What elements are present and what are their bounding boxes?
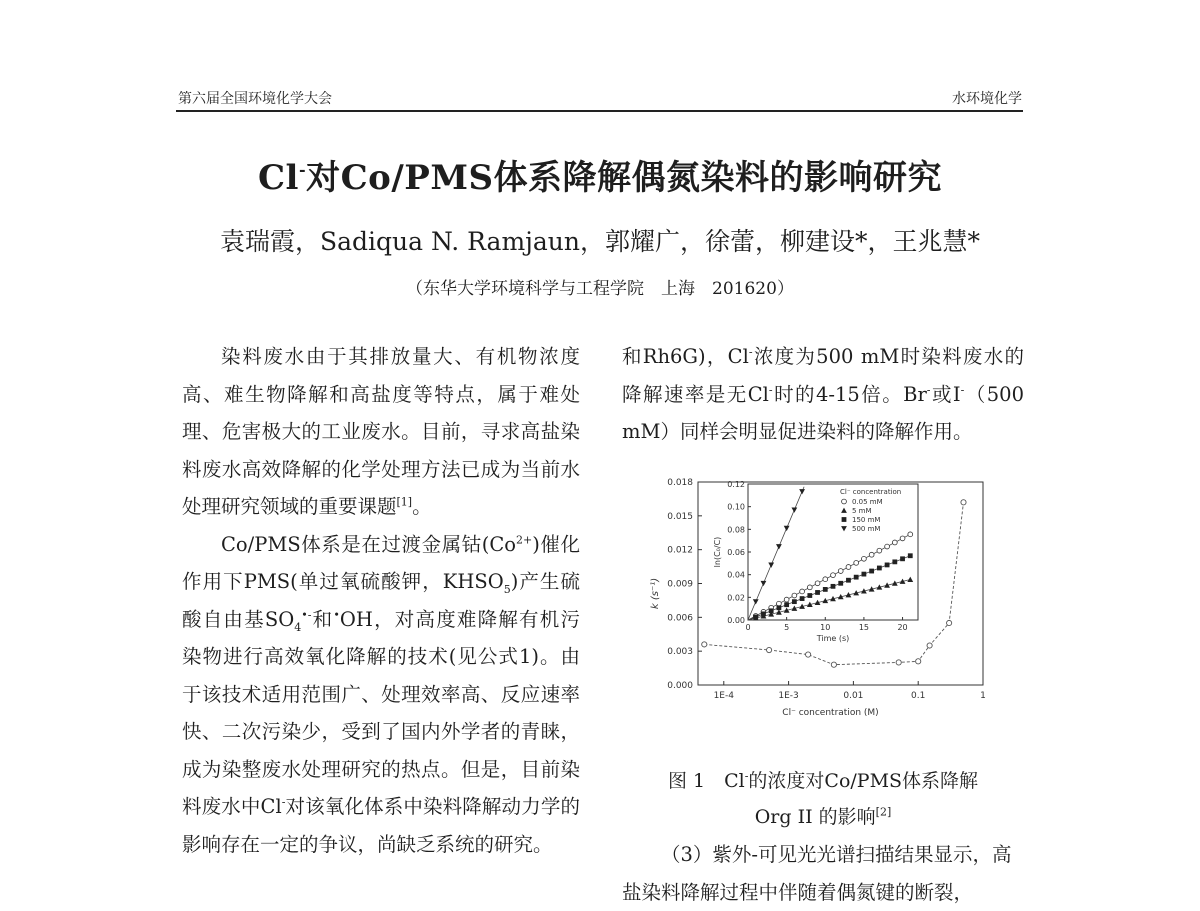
figure-caption-line2 bbox=[622, 802, 1024, 829]
inset-data-point bbox=[784, 597, 789, 602]
k-data-point bbox=[927, 643, 932, 648]
cap-sup: - bbox=[744, 769, 749, 783]
inset-data-point bbox=[892, 540, 897, 545]
legend-title: Cl⁻ concentration bbox=[840, 488, 902, 496]
legend-entry: 500 mM bbox=[852, 525, 881, 533]
inset-data-point bbox=[838, 581, 843, 586]
inset-y-tick-label: 0.06 bbox=[727, 548, 745, 557]
p2-c: )产生硫酸自由基SO bbox=[182, 570, 580, 631]
inset-data-point bbox=[761, 611, 766, 616]
y-tick-label: 0.012 bbox=[667, 545, 693, 556]
inset-y-tick-label: 0.12 bbox=[727, 480, 745, 489]
inset-y-tick-label: 0.04 bbox=[727, 570, 745, 580]
y-tick-label: 0.009 bbox=[667, 579, 693, 590]
legend-marker bbox=[842, 517, 847, 522]
inset-data-point bbox=[869, 569, 874, 574]
title-sup: - bbox=[298, 160, 307, 179]
x-tick-label: 1E-4 bbox=[713, 691, 734, 701]
p2-sup-cl: - bbox=[281, 795, 286, 809]
figure-caption-line1 bbox=[622, 766, 1024, 793]
k-data-point bbox=[916, 659, 921, 664]
x-axis-label: Cl⁻ concentration (M) bbox=[782, 708, 879, 718]
rp-c: 时的4-15倍。Br bbox=[772, 382, 927, 406]
p2-sub-5: 5 bbox=[503, 582, 511, 596]
inset-data-point bbox=[877, 548, 882, 553]
inset-data-point bbox=[854, 560, 859, 565]
p2-sup-rad: •- bbox=[301, 608, 312, 621]
k-data-point bbox=[805, 652, 810, 657]
inset-data-point bbox=[784, 602, 789, 607]
inset-x-axis-label: Time (s) bbox=[816, 634, 850, 643]
inset-data-point bbox=[769, 608, 774, 613]
p2-d: 和 bbox=[311, 607, 334, 631]
y-tick-label: 0.003 bbox=[667, 647, 693, 658]
citation-2: [2] bbox=[875, 805, 892, 819]
inset-data-point bbox=[815, 581, 820, 586]
cap-a: 图 1 Cl bbox=[667, 770, 745, 792]
paragraph-1 bbox=[182, 338, 580, 526]
x-tick-label: 0.1 bbox=[911, 691, 926, 701]
header-rule bbox=[176, 110, 1023, 112]
paper-title bbox=[0, 150, 1200, 199]
rp-e: （500 mM）同样会明显促进染料的降解作用。 bbox=[622, 382, 1024, 443]
p2-sub-4: 4 bbox=[294, 620, 302, 634]
paragraph-2 bbox=[182, 526, 580, 864]
inset-data-point bbox=[823, 577, 828, 582]
p2-f: 对该氧化体系中染料降解动力学的影响存在一定的争议，尚缺乏系统的研究。 bbox=[182, 795, 580, 856]
inset-data-point bbox=[908, 553, 913, 558]
p2-sup-oh: • bbox=[333, 608, 340, 621]
running-header-right: 水环境化学 bbox=[952, 91, 1022, 107]
author-list: 袁瑞霞，Sadiqua N. Ramjaun，郭耀广，徐蕾，柳建设*，王兆慧* bbox=[219, 227, 981, 256]
cap2-a: Org II 的影响 bbox=[754, 806, 876, 828]
rp-sup4: - bbox=[960, 383, 965, 396]
inset-data-point bbox=[792, 599, 797, 604]
legend-entry: 5 mM bbox=[852, 507, 872, 515]
legend-marker bbox=[842, 499, 847, 504]
rp-sup1: - bbox=[748, 345, 753, 359]
inset-data-point bbox=[900, 556, 905, 561]
k-data-point bbox=[896, 660, 901, 665]
p2-b: )催化作用下PMS(单过氧硫酸钾，KHSO bbox=[182, 532, 580, 593]
inset-y-axis-label: ln(C₀/C) bbox=[713, 536, 722, 568]
x-tick-label: 0.01 bbox=[843, 691, 864, 701]
inset-data-point bbox=[846, 565, 851, 570]
y-tick-label: 0.015 bbox=[667, 511, 693, 522]
title-rest: 对Co/PMS体系降解偶氮染料的影响研究 bbox=[306, 158, 943, 198]
p2-a: Co/PMS体系是在过渡金属钴(Co bbox=[221, 532, 517, 556]
inset-data-point bbox=[753, 615, 758, 620]
inset-y-tick-label: 0.10 bbox=[727, 502, 745, 512]
right-paragraph bbox=[622, 338, 1024, 451]
legend-entry: 150 mM bbox=[852, 516, 881, 524]
right-column bbox=[622, 338, 1024, 451]
inset-data-point bbox=[831, 573, 836, 578]
inset-data-point bbox=[862, 556, 867, 561]
k-data-point bbox=[831, 662, 836, 667]
left-column bbox=[182, 338, 580, 863]
p1-end: 。 bbox=[412, 495, 432, 518]
inset-data-point bbox=[854, 575, 859, 580]
cap-b: 的浓度对Co/PMS体系降解 bbox=[748, 770, 979, 792]
rp-d: 或I bbox=[930, 382, 961, 406]
y-tick-label: 0.006 bbox=[667, 613, 693, 624]
inset-data-point bbox=[807, 585, 812, 590]
inset-data-point bbox=[846, 578, 851, 583]
title-cl: Cl bbox=[257, 158, 299, 198]
inset-x-tick-label: 10 bbox=[820, 623, 831, 632]
y-axis-label: k (s⁻¹) bbox=[650, 577, 661, 610]
k-data-point bbox=[702, 642, 707, 647]
y-tick-label: 0.018 bbox=[667, 478, 693, 488]
inset-data-point bbox=[792, 593, 797, 598]
p2-sup-co: 2+ bbox=[516, 533, 533, 546]
k-data-point bbox=[961, 500, 966, 505]
x-tick-label: 1 bbox=[980, 691, 986, 701]
x-tick-label: 1E-3 bbox=[778, 691, 799, 701]
inset-data-point bbox=[807, 593, 812, 598]
inset-data-point bbox=[777, 605, 782, 610]
inset-data-point bbox=[838, 569, 843, 574]
affiliation: （东华大学环境科学与工程学院 上海 201620） bbox=[406, 279, 794, 299]
y-tick-label: 0.000 bbox=[667, 681, 693, 691]
inset-x-tick-label: 0 bbox=[745, 623, 751, 632]
inset-y-tick-label: 0.02 bbox=[727, 593, 745, 603]
inset-data-point bbox=[892, 559, 897, 564]
citation-1: [1] bbox=[396, 495, 413, 509]
rp-b: 浓度为500 mM时染料废水的降解速率是无Cl bbox=[622, 345, 1024, 406]
inset-x-tick-label: 5 bbox=[784, 623, 790, 632]
legend-entry: 0.05 mM bbox=[852, 498, 883, 506]
inset-data-point bbox=[900, 536, 905, 541]
inset-data-point bbox=[815, 590, 820, 595]
figure-1-chart bbox=[638, 470, 988, 730]
inset-data-point bbox=[800, 596, 805, 601]
p2-e: OH，对高度难降解有机污染物进行高效氧化降解的技术(见公式1)。由于该技术适用范围广、处理效率高、反应速率快、二次污染少，受到了国内外学者的青睐，成为染整废水处理研究的热点。但是，目前染料废水中Cl bbox=[182, 607, 580, 818]
running-header-left: 第六届全国环境化学大会 bbox=[178, 91, 332, 107]
p1-text: 染料废水由于其排放量大、有机物浓度高、难生物降解和高盐度等特点，属于难处理、危害极大的工业废水。目前，寻求高盐染料废水高效降解的化学处理方法已成为当前水处理研究领域的重要课题 bbox=[182, 345, 580, 518]
inset-x-tick-label: 20 bbox=[897, 623, 908, 632]
rp-sup2: - bbox=[768, 383, 773, 396]
inset-data-point bbox=[823, 587, 828, 592]
inset-data-point bbox=[908, 532, 913, 537]
inset-data-point bbox=[885, 563, 890, 568]
inset-x-tick-label: 15 bbox=[858, 623, 870, 632]
inset-data-point bbox=[800, 589, 805, 594]
inset-data-point bbox=[885, 544, 890, 549]
k-data-point bbox=[766, 647, 771, 652]
paragraph-3: （3）紫外-可见光光谱扫描结果显示，高盐染料降解过程中伴随着偶氮键的断裂， bbox=[622, 843, 1012, 904]
rp-sup3: - bbox=[926, 383, 931, 396]
rp-a: 和Rh6G)，Cl bbox=[622, 345, 749, 368]
inset-data-point bbox=[877, 566, 882, 571]
inset-data-point bbox=[862, 572, 867, 577]
k-data-point bbox=[947, 620, 952, 625]
inset-y-tick-label: 0.08 bbox=[727, 525, 745, 535]
inset-data-point bbox=[869, 552, 874, 557]
inset-data-point bbox=[831, 584, 836, 589]
inset-y-tick-label: 0.00 bbox=[727, 616, 745, 625]
